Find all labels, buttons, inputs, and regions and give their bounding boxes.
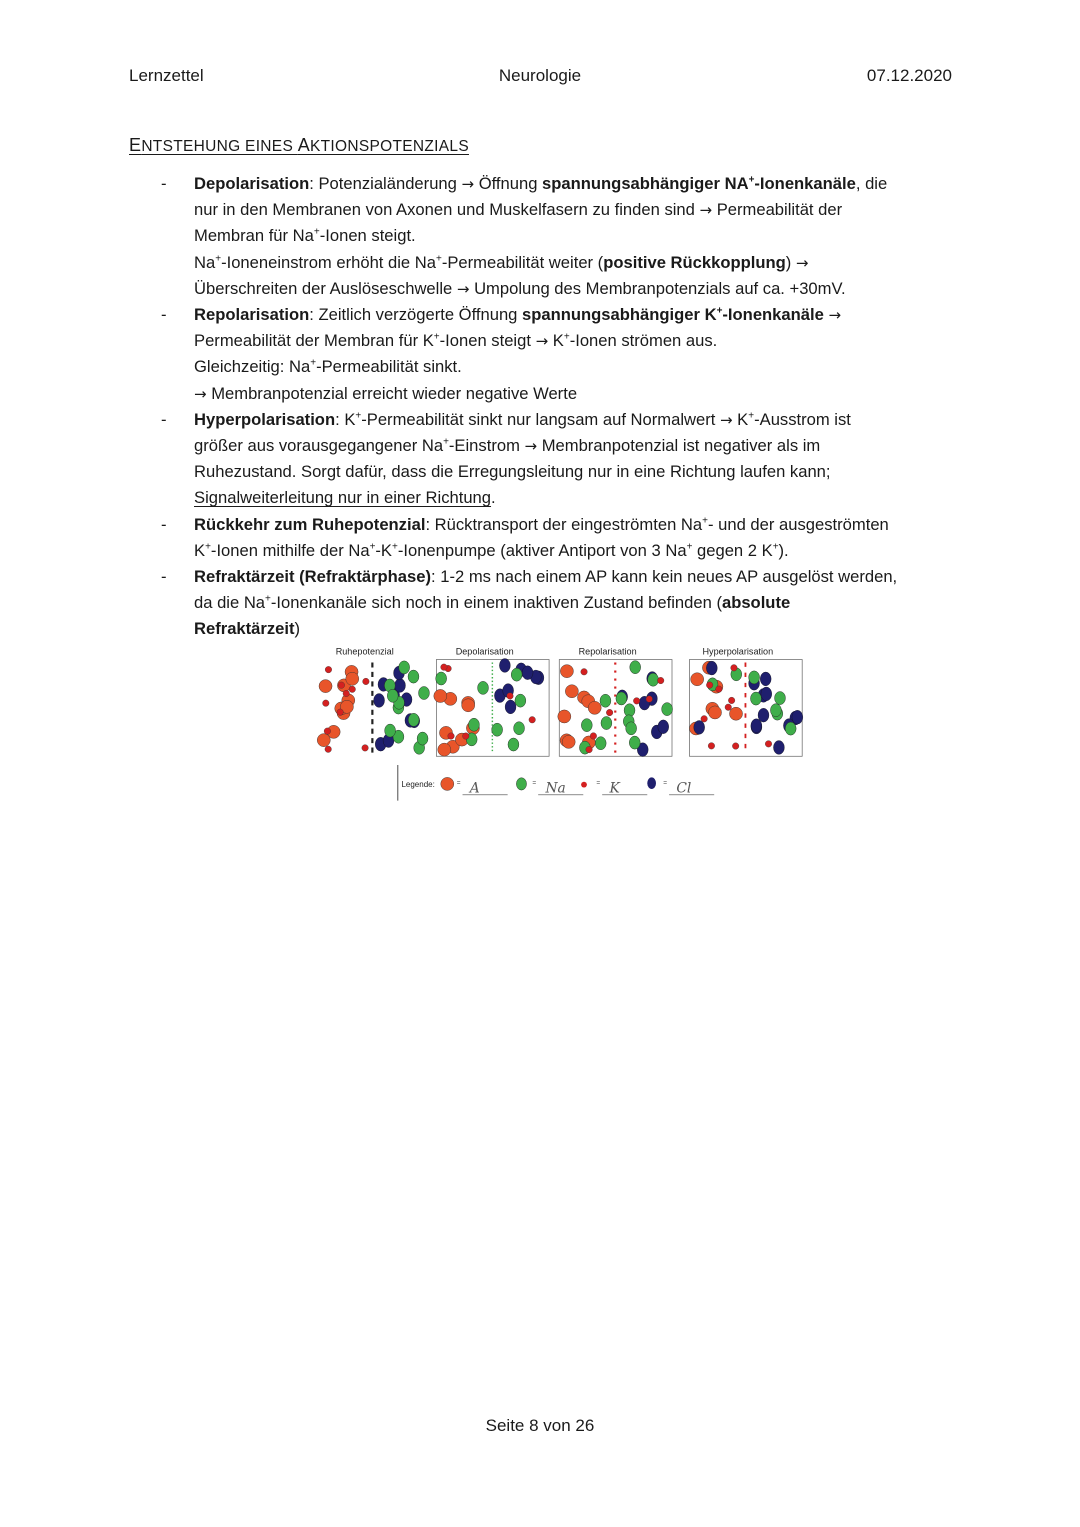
text-segment: -Ionen steigt. (319, 226, 416, 246)
na-ion (387, 689, 398, 702)
text-line (194, 197, 959, 223)
text-segment: -Ionenpumpe (aktiver Antiport von 3 Na (397, 540, 687, 560)
na-ion (492, 723, 503, 736)
legend-title: Legende: (401, 779, 435, 789)
na-ion (511, 668, 522, 681)
legend-a-icon (441, 777, 454, 790)
k-ion (507, 693, 514, 700)
panel-label: Hyperpolarisation (702, 646, 774, 657)
text-line (194, 590, 959, 616)
text-line (194, 171, 959, 197)
na-ion (408, 670, 419, 683)
text-line (194, 250, 959, 276)
arrow-icon: → (535, 332, 549, 351)
cl-ion (395, 679, 406, 693)
na-ion (630, 661, 641, 674)
text-segment: K (548, 331, 564, 351)
k-ion (338, 682, 345, 689)
arrow-icon: → (828, 306, 842, 325)
text-segment: : 1-2 ms nach einem AP kann kein neues AP ausgelöst werden, (431, 567, 898, 587)
cl-ion (499, 659, 510, 673)
a-ion (558, 710, 571, 723)
k-ion (323, 700, 330, 707)
text-segment: -Ioneneinstrom erhöht die Na (221, 252, 436, 272)
legend-value: A (469, 780, 480, 797)
panel-label: Depolarisation (455, 646, 514, 657)
na-ion (515, 694, 526, 707)
na-ion (775, 692, 786, 705)
na-ion (478, 681, 489, 694)
a-ion (708, 706, 721, 719)
text-segment: K (732, 409, 749, 429)
text-segment: -Ionen strömen aus. (569, 331, 718, 351)
list-item (129, 512, 959, 564)
text-segment: K (194, 540, 206, 560)
a-ion (562, 735, 575, 748)
text-segment: spannungsabhängiger K (522, 305, 717, 325)
text-segment: Überschreiten der Auslöseschwelle (194, 278, 457, 298)
legend-value: K (609, 780, 620, 797)
arrow-icon: → (719, 410, 733, 429)
k-ion (441, 664, 448, 671)
text-line (194, 407, 959, 433)
page-footer: Seite 8 von 26 (485, 1416, 595, 1435)
arrow-icon: → (194, 384, 207, 403)
text-line (194, 512, 959, 538)
text-line (194, 433, 959, 459)
text-segment: : K (335, 409, 356, 429)
header-left: Lernzettel (129, 66, 204, 85)
a-ion (729, 707, 742, 720)
a-ion (346, 672, 359, 685)
text-segment: da die Na (194, 593, 266, 613)
text-segment: ). (778, 540, 789, 560)
text-line (194, 538, 959, 564)
list-item (129, 407, 959, 512)
a-ion (691, 673, 704, 686)
legend-na-icon (516, 778, 526, 790)
text-segment: -Einstrom (448, 436, 525, 456)
text-segment: + (355, 410, 362, 422)
text-segment: ) (294, 619, 301, 639)
na-ion (770, 704, 781, 717)
phase-list (129, 171, 959, 643)
text-segment: -Ausstrom ist (754, 409, 851, 429)
k-ion (325, 666, 332, 673)
legend-k-icon (581, 782, 587, 788)
text-segment: + (702, 515, 708, 527)
na-ion (468, 718, 479, 731)
na-ion (662, 703, 673, 716)
text-segment: -Permeabilität sinkt. (316, 357, 462, 377)
text-line (194, 459, 959, 485)
cl-ion (761, 687, 772, 701)
legend-cl-icon (647, 777, 656, 789)
text-line (194, 381, 959, 407)
text-segment: + (433, 331, 440, 343)
text-segment: + (563, 331, 570, 343)
text-segment: nur in den Membranen von Axonen und Muskelfasern zu finden sind (194, 200, 700, 220)
k-ion (765, 741, 772, 748)
text-line (194, 616, 959, 642)
a-ion (588, 701, 601, 714)
text-segment: Membranpotenzial ist negativer als im (537, 436, 821, 456)
text-segment: Na (194, 252, 216, 272)
list-item (129, 171, 959, 302)
text-segment: Rückkehr zum Ruhepotenzial (194, 514, 426, 534)
text-segment: + (443, 436, 449, 448)
k-ion (363, 678, 370, 685)
panel-label: Repolarisation (578, 646, 637, 657)
text-segment: Hyperpolarisation (194, 409, 336, 429)
text-segment: , die (855, 174, 888, 193)
k-ion (448, 733, 455, 740)
text-segment: + (205, 541, 211, 553)
na-ion (514, 722, 525, 735)
text-segment: + (435, 253, 442, 265)
text-segment: . (491, 488, 496, 508)
a-ion (434, 689, 447, 702)
cl-ion (792, 710, 803, 724)
na-ion (436, 672, 447, 685)
text-segment: Permeabilität der (712, 200, 843, 220)
cl-ion (773, 741, 784, 755)
text-segment: Gleichzeitig: Na (194, 357, 311, 377)
header-center: Neurologie (498, 66, 582, 85)
k-ion (716, 686, 723, 693)
text-segment: Repolarisation (194, 305, 310, 325)
k-ion (646, 696, 653, 703)
a-ion (438, 743, 451, 756)
na-ion (595, 737, 606, 750)
list-item (129, 302, 959, 407)
text-segment: absolute (721, 593, 791, 613)
na-ion (648, 673, 659, 686)
na-ion (785, 722, 796, 735)
text-segment: : Zeitlich verzögerte Öffnung (309, 305, 523, 325)
na-ion (629, 736, 640, 749)
a-ion (319, 680, 332, 693)
k-ion (337, 709, 344, 716)
cl-ion (706, 661, 717, 675)
text-segment: Membran für Na (194, 226, 314, 246)
text-segment: -K (375, 540, 392, 560)
k-ion (725, 704, 732, 711)
legend-value: Na (545, 780, 566, 797)
text-segment: -Ionenkanäle sich noch in einem inaktiven Zustand befinden ( (270, 593, 722, 613)
na-ion (385, 724, 396, 737)
a-ion (560, 665, 573, 678)
k-ion (463, 733, 470, 740)
text-segment: + (369, 541, 376, 553)
k-ion (606, 709, 613, 716)
text-segment: Permeabilität der Membran für K (194, 331, 434, 351)
k-ion (731, 665, 738, 672)
text-segment: -Ionenkanäle (754, 174, 856, 193)
text-segment: + (772, 541, 779, 553)
cl-ion (505, 700, 516, 714)
na-ion (399, 661, 410, 674)
legend-equals: = (532, 779, 537, 787)
cl-ion (374, 694, 385, 708)
text-segment: : Potenzialänderung (309, 174, 462, 193)
text-segment: + (313, 226, 320, 238)
k-ion (325, 746, 332, 753)
k-ion (349, 686, 356, 693)
a-ion (462, 699, 475, 712)
text-segment: + (748, 410, 755, 422)
header-date: 07.12.2020 (866, 66, 952, 85)
legend-equals: = (456, 779, 461, 787)
text-segment: -Ionen steigt (439, 331, 536, 351)
text-segment: + (686, 541, 693, 553)
text-segment: gegen 2 K (692, 540, 773, 560)
text-segment: + (748, 174, 755, 186)
text-segment: -Permeabilität weiter ( (441, 252, 604, 272)
text-segment: Signalweiterleitung nur in einer Richtung (194, 488, 492, 508)
text-segment: größer aus vorausgegangener Na (194, 436, 444, 456)
arrow-icon: → (795, 253, 809, 272)
section-title: ENTSTEHUNG EINES AKTIONSPOTENZIALS (129, 135, 469, 155)
text-segment: spannungsabhängiger NA (542, 174, 749, 193)
text-segment: positive Rückkopplung (603, 252, 786, 272)
na-ion (616, 692, 627, 705)
k-ion (728, 697, 735, 704)
text-segment: Refraktärzeit (194, 619, 295, 639)
text-line (194, 328, 959, 354)
text-line (194, 564, 959, 590)
text-segment: + (265, 593, 271, 605)
legend-equals: = (596, 779, 601, 787)
text-segment: -Permeabilität sinkt nur langsam auf Normalwert (361, 409, 720, 429)
cl-ion (751, 719, 762, 733)
text-line (194, 276, 959, 302)
na-ion (417, 732, 428, 745)
text-line (194, 302, 959, 328)
text-segment: Refraktärzeit (Refraktärphase) (194, 567, 432, 587)
k-ion (590, 733, 597, 740)
text-segment: - und der ausgeströmten (707, 514, 889, 534)
text-line (194, 223, 959, 249)
k-ion (324, 728, 331, 735)
k-ion (633, 698, 640, 705)
text-segment: Ruhezustand. Sorgt dafür, dass die Erregungsleitung nur in eine Richtung laufen kann; (194, 462, 831, 482)
na-ion (408, 713, 419, 726)
k-ion (732, 743, 739, 750)
text-segment: Umpolung des Membranpotenzials auf ca. +30mV. (469, 278, 846, 298)
k-ion (581, 669, 588, 676)
ion-diagram (224, 645, 896, 805)
k-ion (529, 716, 536, 723)
text-segment: + (215, 253, 222, 265)
k-ion (657, 677, 664, 684)
k-ion (706, 682, 713, 689)
text-segment: + (392, 541, 398, 553)
text-segment: Membranpotenzial erreicht wieder negative Werte (206, 383, 578, 403)
text-line (194, 485, 959, 511)
cl-ion (760, 672, 771, 686)
cl-ion (658, 720, 669, 734)
text-segment: -Ionenkanäle (722, 305, 829, 325)
na-ion (600, 694, 611, 707)
k-ion (701, 716, 708, 723)
text-segment: : Rücktransport der eingeströmten Na (425, 514, 703, 534)
na-ion (601, 717, 612, 730)
text-segment: Depolarisation (194, 174, 310, 193)
list-item (129, 564, 959, 643)
na-ion (581, 719, 592, 732)
a-ion (565, 685, 578, 698)
na-ion (508, 738, 519, 751)
na-ion (626, 722, 637, 735)
k-ion (586, 746, 593, 753)
text-segment: + (716, 305, 723, 317)
text-segment: Öffnung (474, 174, 543, 193)
cl-ion (522, 666, 533, 680)
k-ion (343, 690, 350, 697)
text-segment: ) (785, 252, 796, 272)
na-ion (419, 686, 430, 699)
panel-label: Ruhepotenzial (335, 646, 394, 657)
arrow-icon: → (456, 279, 470, 298)
arrow-icon: → (699, 201, 713, 220)
legend-equals: = (663, 779, 668, 787)
text-segment: -Ionen mithilfe der Na (210, 540, 370, 560)
na-ion (750, 692, 761, 705)
legend-value: Cl (676, 780, 692, 797)
cl-ion (694, 720, 705, 734)
k-ion (362, 745, 369, 752)
text-line (194, 354, 959, 380)
k-ion (708, 743, 715, 750)
arrow-icon: → (524, 437, 538, 456)
na-ion (749, 671, 760, 684)
arrow-icon: → (461, 175, 475, 193)
text-segment: + (310, 357, 317, 369)
